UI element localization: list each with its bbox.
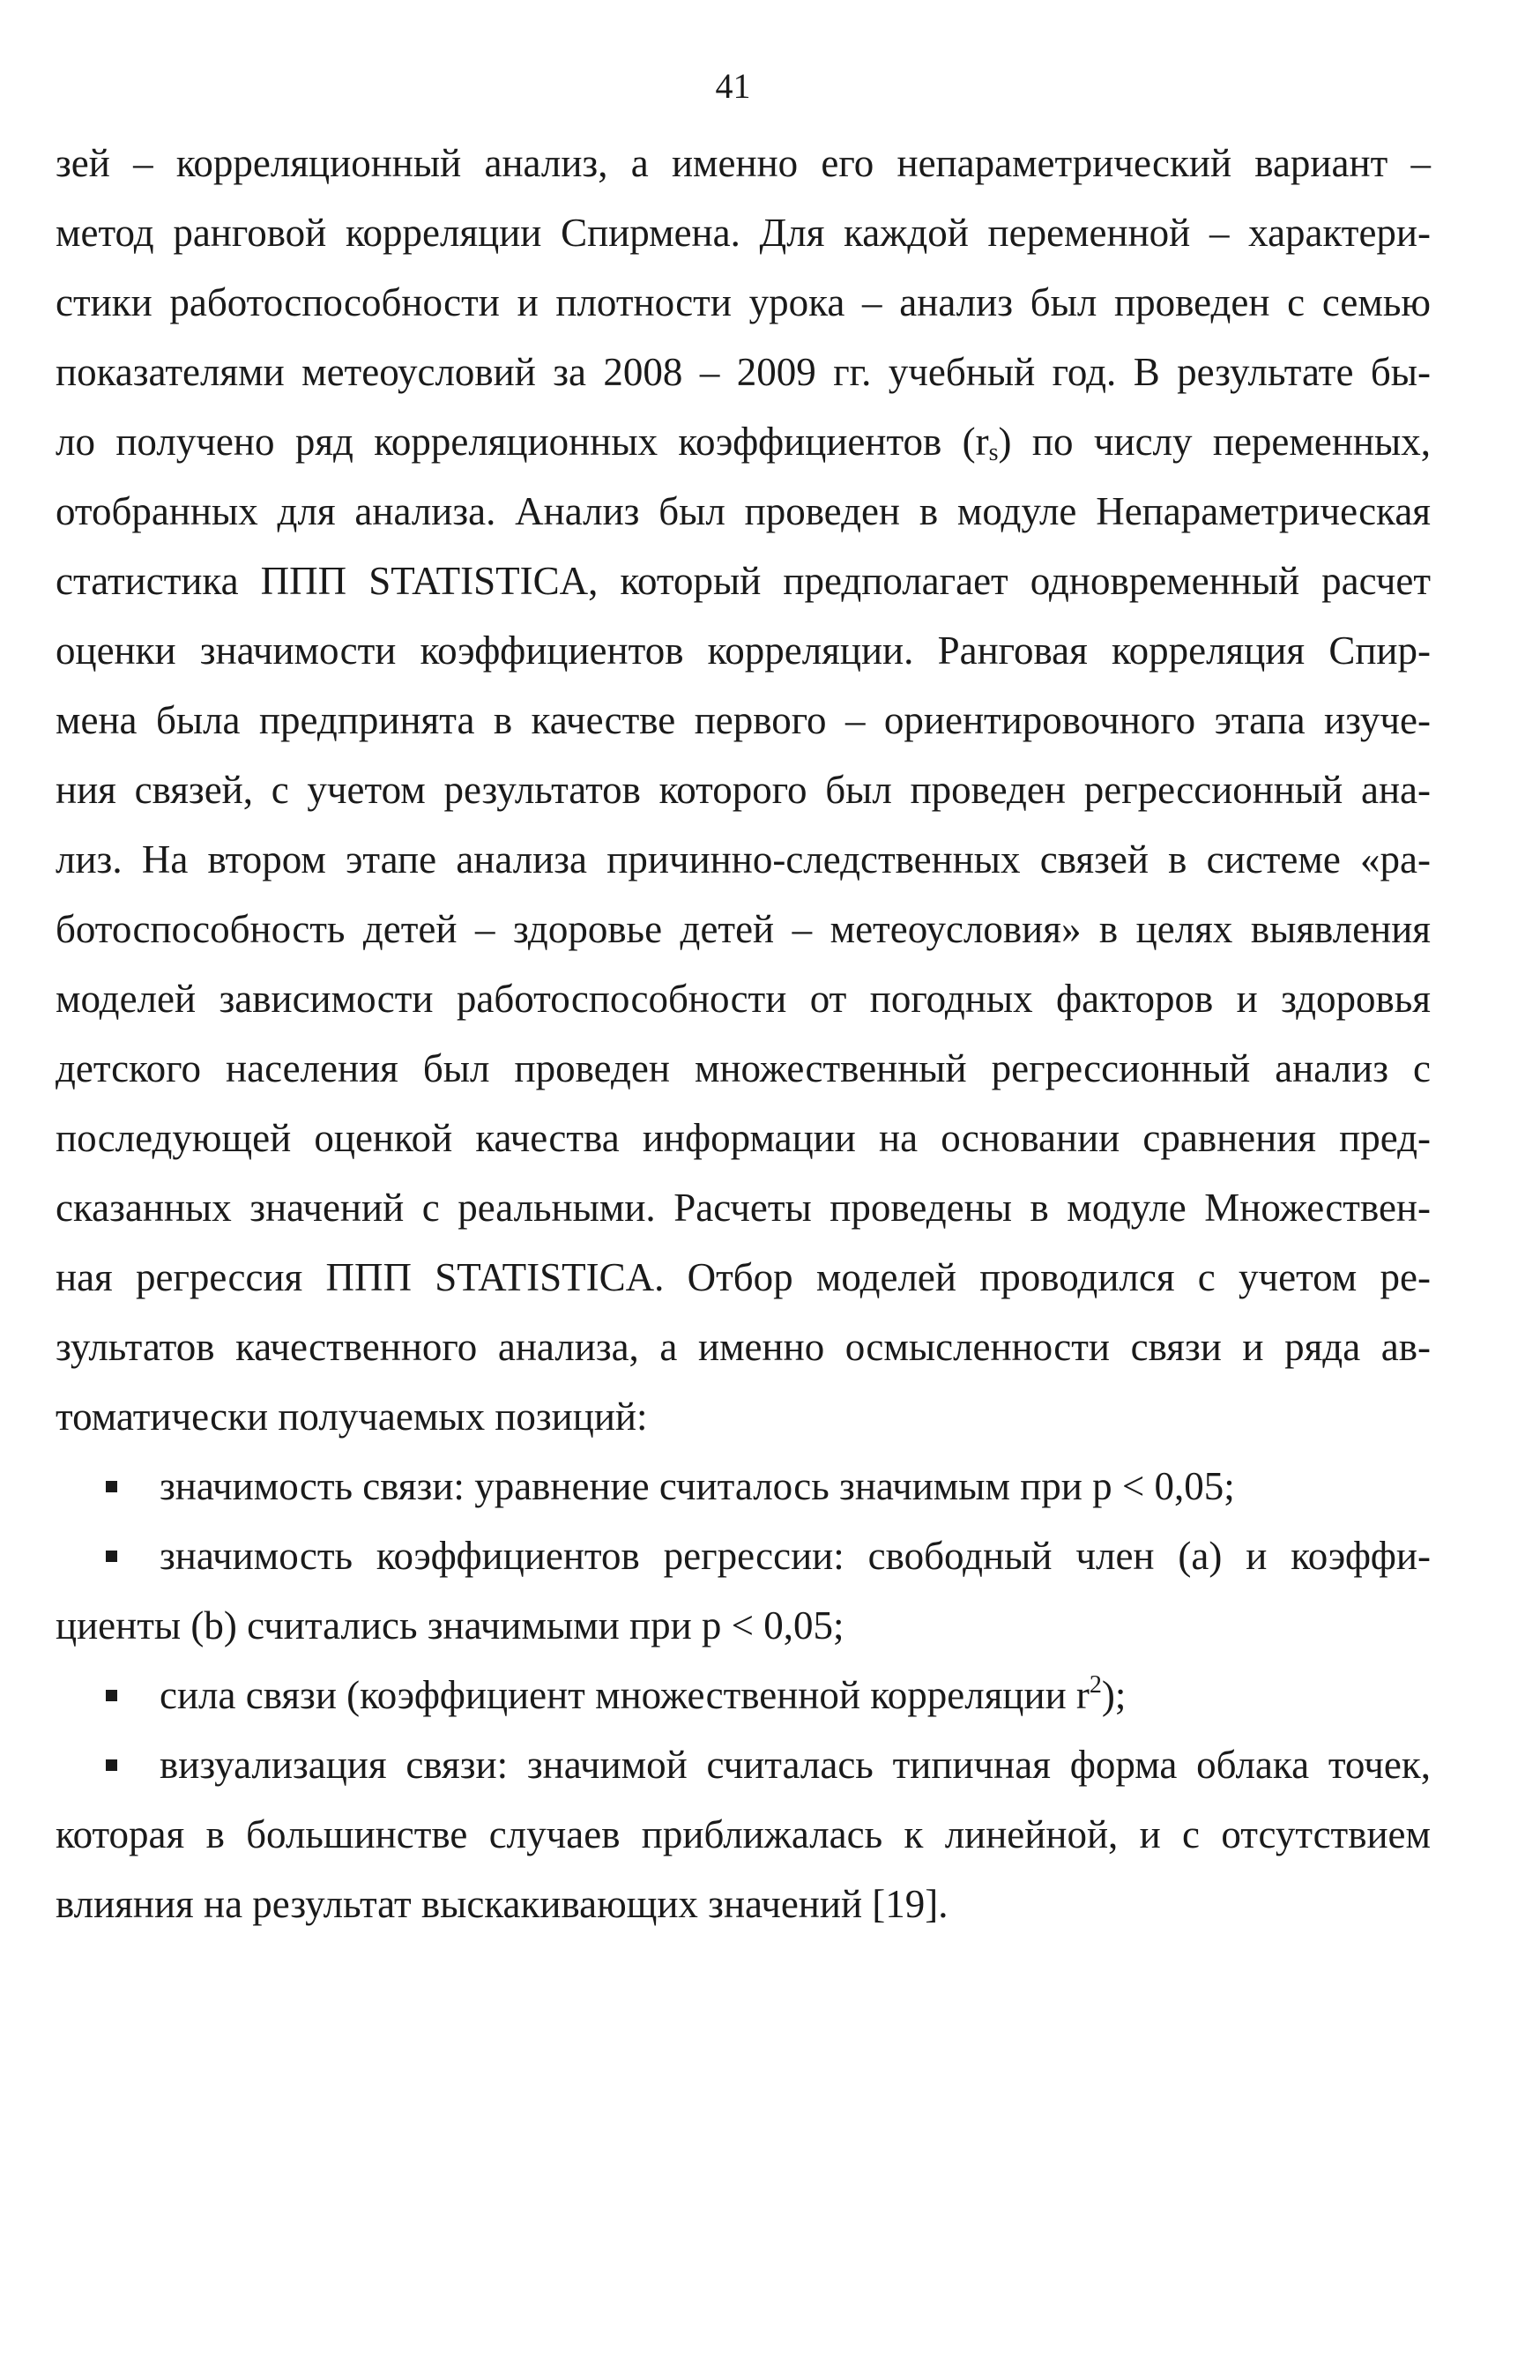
- bullet-item-coefficients: [56, 1521, 1431, 1591]
- page-number: 41: [715, 66, 751, 106]
- bullet-text: );: [1101, 1673, 1127, 1717]
- text-line: моделей зависимости работоспособности от погодных факторов и здоровья: [56, 977, 1431, 1021]
- text-line: показателями метеоусловий за 2008 – 2009 гг. учебный год. В результате бы-: [56, 350, 1431, 394]
- text-line: последующей оценкой качества информации на основании сравнения пред-: [56, 1116, 1431, 1160]
- text-line: которая в большинстве случаев приближалась к линейной, и с отсутствием: [56, 1812, 1431, 1856]
- superscript-2: 2: [1089, 1671, 1102, 1699]
- text-line: метод ранговой корреляции Спирмена. Для каждой переменной – характери-: [56, 211, 1431, 255]
- bullet-text: визуализация связи: значимой считалась типичная форма облака точек,: [160, 1743, 1431, 1787]
- text-line: зей – корреляционный анализ, а именно его непараметрический вариант –: [56, 141, 1431, 185]
- text-line: ная регрессия ППП STATISTICA. Отбор моделей проводился с учетом ре-: [56, 1255, 1431, 1299]
- body-text: [56, 129, 1431, 1939]
- bullet-item-strength: [56, 1661, 1431, 1730]
- text-line: мена была предпринята в качестве первого – ориентировочного этапа изуче-: [56, 698, 1431, 742]
- bullet-item-significance: [56, 1452, 1431, 1521]
- text-line: влияния на результат выскакивающих значений [19].: [56, 1882, 949, 1926]
- text-fragment: ) по числу переменных,: [998, 420, 1431, 464]
- text-line: статистика ППП STATISTICA, который предполагает одновременный расчет: [56, 559, 1431, 603]
- text-line: ния связей, с учетом результатов которого был проведен регрессионный ана-: [56, 768, 1431, 812]
- text-line: [56, 407, 1431, 477]
- square-bullet-icon: [106, 1551, 117, 1562]
- text-fragment: ло получено ряд корреляционных коэффициентов (r: [56, 420, 989, 464]
- text-line: сказанных значений с реальными. Расчеты проведены в модуле Множествен-: [56, 1186, 1431, 1230]
- square-bullet-icon: [106, 1690, 117, 1701]
- square-bullet-icon: [106, 1481, 117, 1492]
- text-line: оценки значимости коэффициентов корреляции. Ранговая корреляция Спир-: [56, 628, 1431, 673]
- bullet-text: сила связи (коэффициент множественной корреляции r: [160, 1673, 1090, 1717]
- bullet-item-visualization: [56, 1730, 1431, 1800]
- text-line: зультатов качественного анализа, а именно осмысленности связи и ряда ав-: [56, 1325, 1431, 1369]
- text-line: отобранных для анализа. Анализ был проведен в модуле Непараметрическая: [56, 489, 1431, 533]
- bullet-text: значимость связи: уравнение считалось значимым при p < 0,05;: [160, 1464, 1235, 1508]
- text-line: ботоспособность детей – здоровье детей – метеоусловия» в целях выявления: [56, 907, 1431, 951]
- square-bullet-icon: [106, 1759, 117, 1771]
- text-line: лиз. На втором этапе анализа причинно-следственных связей в системе «ра-: [56, 837, 1431, 881]
- bullet-text: значимость коэффициентов регрессии: свободный член (a) и коэффи-: [160, 1534, 1431, 1578]
- text-line: стики работоспособности и плотности урока – анализ был проведен с семью: [56, 280, 1431, 324]
- text-line: циенты (b) считались значимыми при p < 0,05;: [56, 1603, 844, 1647]
- text-line: детского населения был проведен множественный регрессионный анализ с: [56, 1046, 1431, 1090]
- text-line: томатически получаемых позиций:: [56, 1395, 648, 1439]
- subscript-s: s: [988, 439, 999, 466]
